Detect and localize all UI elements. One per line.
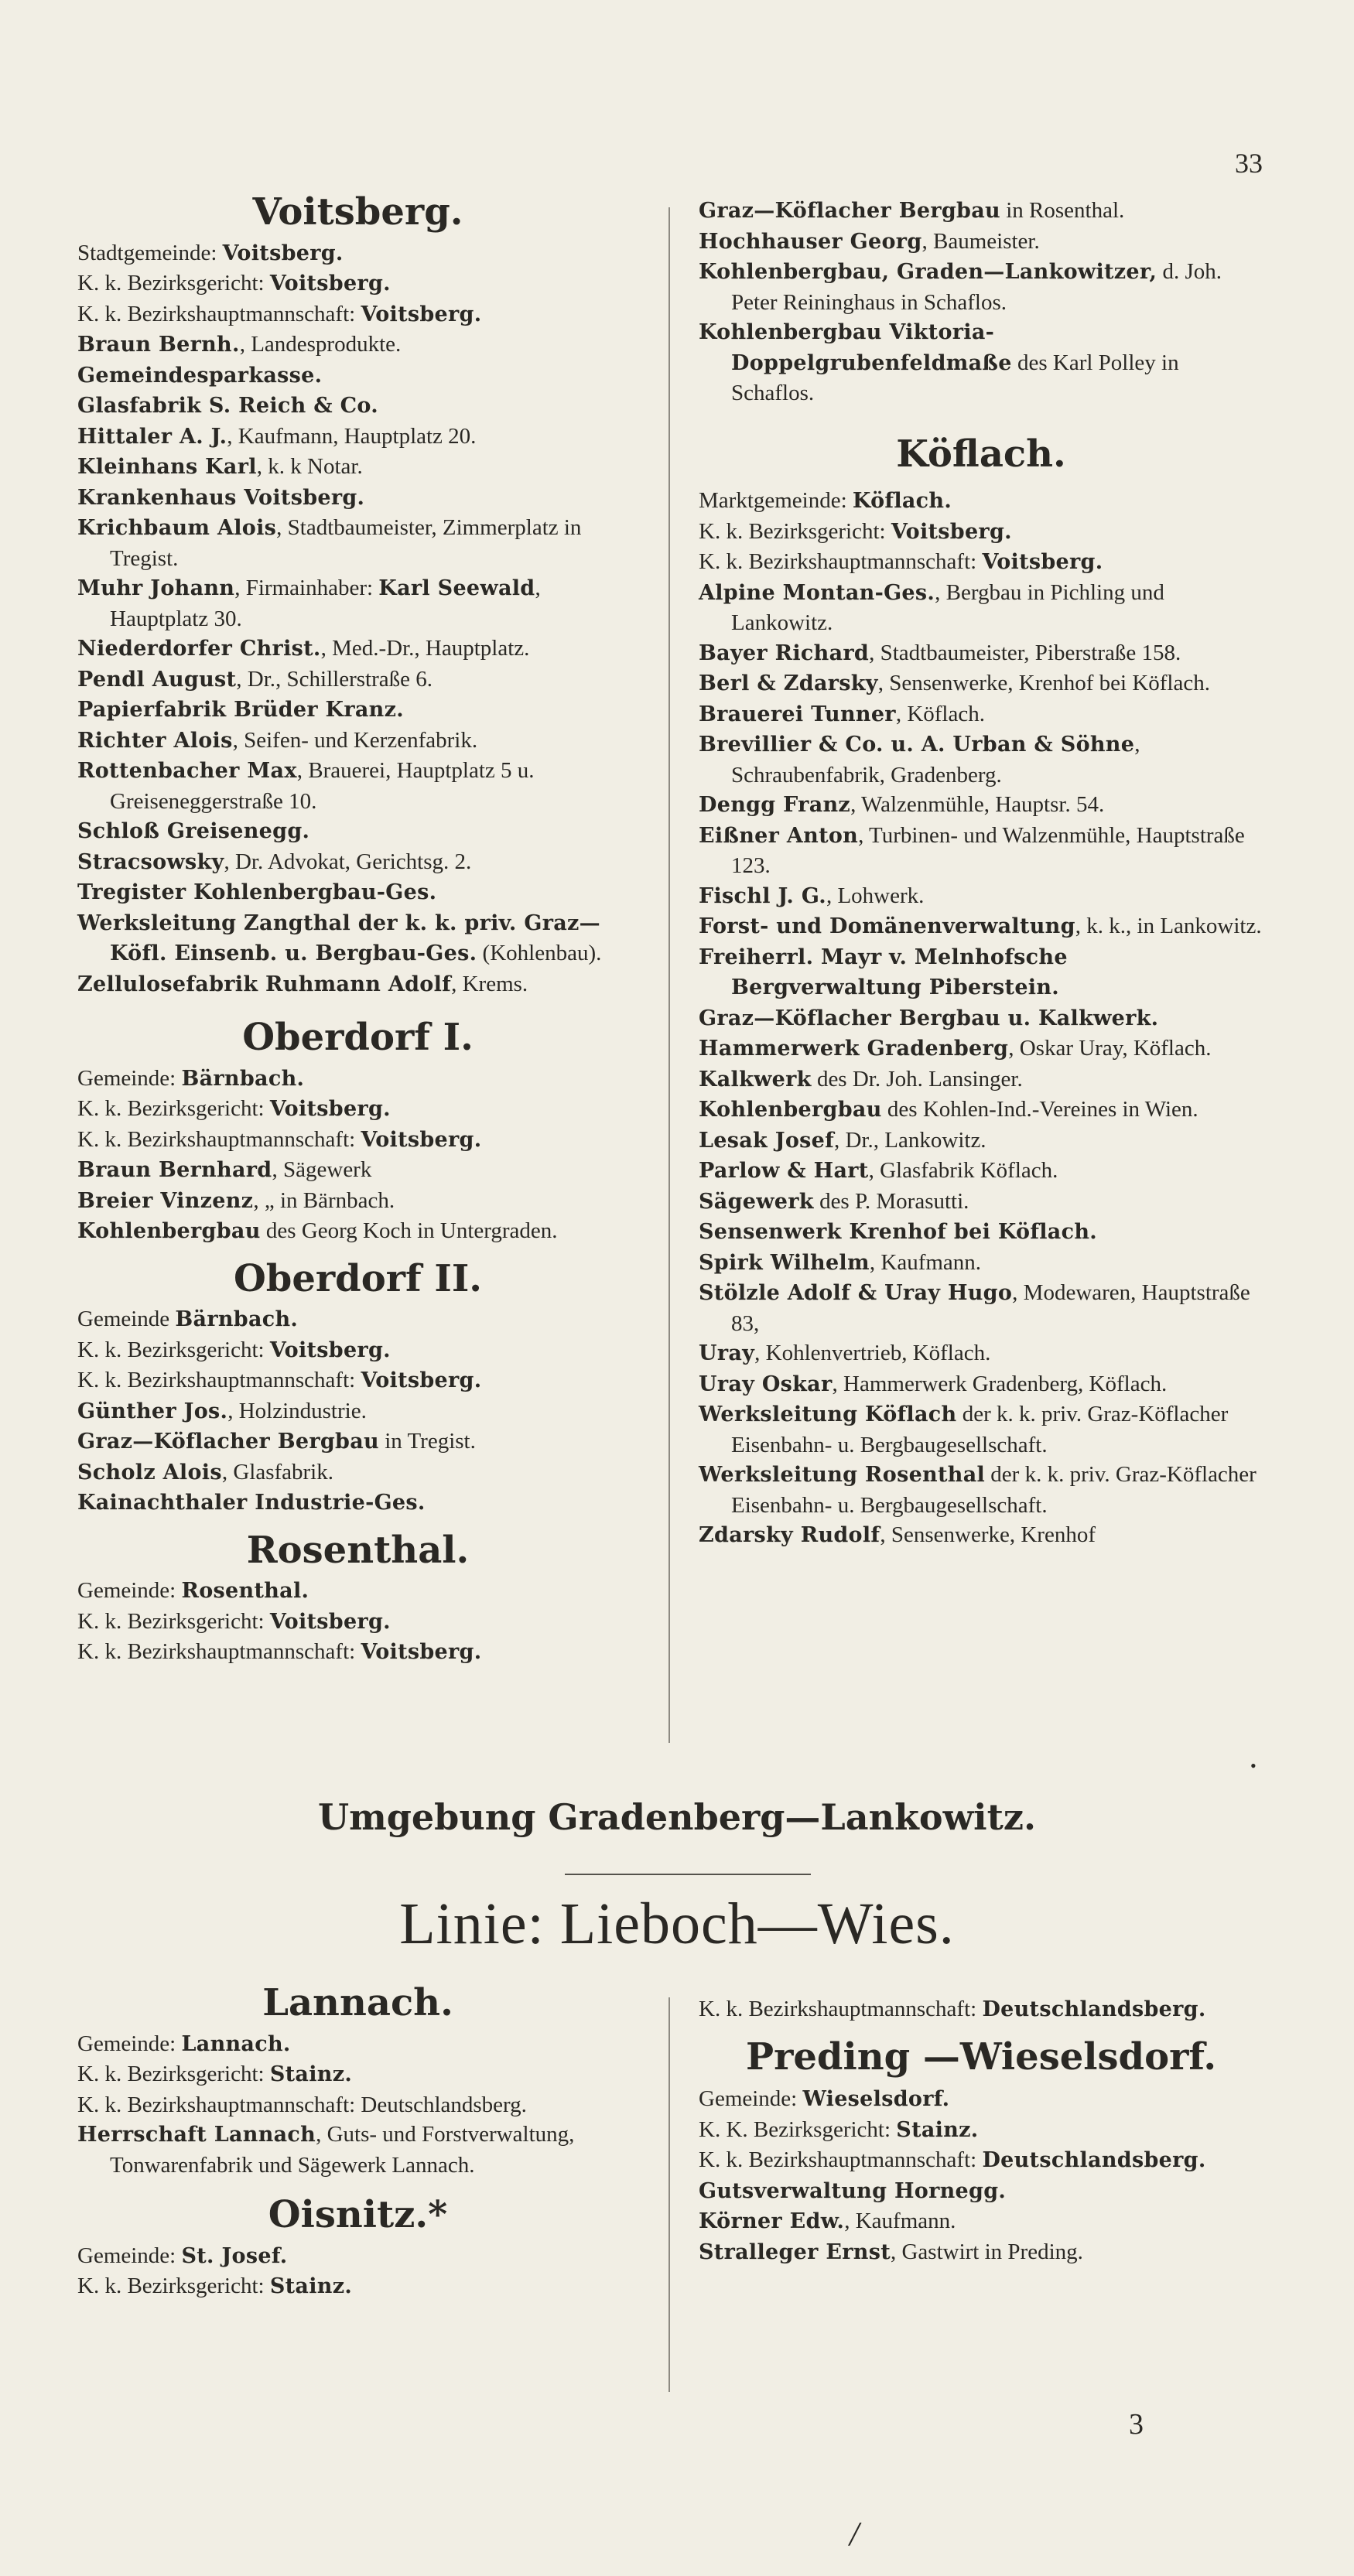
entry-text: des Karl Polley in Schaflos.	[731, 350, 1179, 405]
entry-list	[77, 1576, 638, 1668]
entry-text: , Firmainhaber:	[234, 576, 379, 600]
lower-left-column	[77, 1981, 638, 2302]
entry-text: , Lohwerk.	[826, 883, 925, 908]
entry-text: K. k. Bezirksgericht:	[77, 2274, 270, 2298]
entry-list	[699, 2084, 1263, 2267]
entry-text: des P. Morasutti.	[813, 1188, 969, 1214]
region-heading: Umgebung Gradenberg—Lankowitz.	[317, 1796, 1037, 1838]
directory-entry	[699, 881, 1263, 912]
directory-entry	[699, 2115, 1263, 2146]
entry-text: des Dr. Joh. Lansinger.	[811, 1066, 1023, 1092]
entry-name: Richter Alois	[77, 728, 233, 753]
entry-name: Eißner Anton	[699, 823, 859, 848]
directory-entry	[77, 1457, 638, 1488]
entry-list	[77, 1064, 638, 1247]
directory-entry	[699, 2206, 1263, 2237]
entry-name: Rosenthal.	[181, 1579, 309, 1603]
directory-entry	[77, 513, 638, 573]
entry-text: K. k. Bezirkshauptmannschaft:	[77, 1639, 361, 1664]
directory-entry	[77, 847, 638, 878]
entry-text: , Dr., Lankowitz.	[834, 1127, 986, 1153]
entry-name: Tregister Kohlenbergbau-Ges.	[77, 880, 437, 904]
directory-entry	[77, 1607, 638, 1638]
entry-name: Voitsberg.	[269, 1609, 391, 1634]
entry-text: K. k. Bezirkshauptmannschaft:	[699, 549, 983, 574]
directory-entry	[699, 638, 1263, 669]
entry-name: Bayer Richard	[699, 641, 870, 665]
section-heading-oberdorf-1: Oberdorf I.	[242, 1016, 474, 1059]
entry-name: Deutschlandsberg.	[982, 1997, 1206, 2021]
directory-entry	[699, 517, 1263, 548]
stray-dot: •	[1250, 1756, 1257, 1775]
directory-entry	[77, 634, 638, 664]
directory-entry	[699, 2176, 1263, 2207]
section-heading-rosenthal: Rosenthal.	[246, 1528, 470, 1572]
directory-entry	[699, 227, 1263, 258]
directory-entry	[77, 268, 638, 299]
directory-entry	[699, 1033, 1263, 1064]
entry-name: Forst- und Domänenverwaltung	[699, 914, 1075, 938]
entry-text: , Bergbau in Pichling und Lankowitz.	[731, 579, 1164, 635]
line-heading: Linie: Lieboch—Wies.	[399, 1891, 955, 1956]
entry-name: Rottenbacher Max	[77, 759, 297, 783]
entry-name: Kohlenbergbau, Graden—Lankowitzer,	[699, 260, 1157, 284]
section-heading-oisnitz: Oisnitz.*	[268, 2193, 448, 2236]
entry-text: , Stadtbaumeister, Piberstraße 158.	[869, 640, 1181, 665]
directory-entry	[77, 422, 638, 453]
entry-name: Karl Seewald	[378, 576, 535, 600]
entry-list	[77, 1304, 638, 1519]
directory-entry	[77, 908, 638, 969]
directory-entry	[77, 1216, 638, 1247]
entry-name: Braun Bernh.	[77, 333, 240, 357]
entry-name: Deutschlandsberg.	[982, 2148, 1206, 2172]
entry-name: Kalkwerk	[699, 1067, 812, 1092]
directory-entry	[77, 1304, 638, 1335]
entry-text: , Baumeister.	[921, 228, 1040, 254]
directory-entry	[699, 2237, 1263, 2268]
entry-text: , Dr. Advokat, Gerichtsg. 2.	[224, 849, 472, 874]
entry-text: K. K. Bezirksgericht:	[699, 2116, 897, 2142]
directory-entry	[77, 1396, 638, 1427]
entry-name: Kainachthaler Industrie-Ges.	[77, 1491, 426, 1515]
entry-name: Pendl August	[77, 667, 237, 692]
entry-text: , Köflach.	[895, 701, 985, 726]
entry-name: Sensenwerk Krenhof bei Köflach.	[699, 1220, 1097, 1244]
entry-text: Gemeinde	[77, 1307, 176, 1331]
entry-text: , Stadtbaumeister, Zimmerplatz in Tregist.	[110, 515, 582, 571]
signature-mark: 3	[1129, 2408, 1144, 2441]
entry-name: Hammerwerk Gradenberg	[699, 1037, 1009, 1061]
directory-entry	[699, 317, 1263, 408]
entry-name: Zellulosefabrik Ruhmann Adolf	[77, 972, 452, 996]
directory-entry	[699, 668, 1263, 699]
directory-entry	[77, 1488, 638, 1519]
entry-text: K. k. Bezirkshauptmannschaft:	[699, 2147, 983, 2172]
entry-name: Scholz Alois	[77, 1460, 222, 1484]
entry-name: Papierfabrik Brüder Kranz.	[77, 698, 404, 722]
entry-text: des Kohlen-Ind.-Vereines in Wien.	[881, 1097, 1198, 1122]
directory-entry	[699, 1399, 1263, 1460]
directory-entry	[77, 573, 638, 634]
entry-text: K. k. Bezirksgericht:	[699, 518, 891, 544]
entry-name: Körner Edw.	[699, 2209, 845, 2233]
entry-text: , Glasfabrik Köflach.	[868, 1158, 1058, 1183]
directory-entry	[77, 695, 638, 726]
entry-name: Spirk Wilhelm	[699, 1250, 870, 1275]
directory-entry	[77, 238, 638, 269]
entry-name: Voitsberg.	[269, 272, 391, 296]
directory-entry	[77, 1365, 638, 1396]
entry-name: Stölzle Adolf & Uray Hugo	[699, 1281, 1013, 1305]
entry-text: , Brauerei, Hauptplatz 5 u. Greiseneggerstraße 10.	[110, 758, 535, 814]
directory-entry	[699, 1994, 1263, 2025]
directory-entry	[699, 1064, 1263, 1095]
entry-list	[77, 2029, 638, 2181]
entry-name: Breier Vinzenz	[77, 1188, 254, 1213]
entry-text: , Gastwirt in Preding.	[890, 2239, 1083, 2264]
entry-name: Voitsberg.	[269, 1338, 391, 1362]
entry-text: , Modewaren, Hauptstraße 83,	[731, 1280, 1250, 1336]
entry-text: , Kohlenvertrieb, Köflach.	[754, 1341, 991, 1365]
entry-text: , Walzenmühle, Hauptsr. 54.	[850, 792, 1105, 817]
entry-name: Kohlenbergbau Viktoria-Doppelgrubenfeldmaße	[699, 320, 1012, 375]
directory-entry	[77, 452, 638, 483]
directory-entry	[699, 486, 1263, 517]
directory-entry	[699, 196, 1263, 227]
entry-name: Graz—Köflacher Bergbau u. Kalkwerk.	[699, 1006, 1159, 1030]
entry-name: Brauerei Tunner	[699, 702, 896, 726]
directory-entry	[699, 1460, 1263, 1520]
entry-name: Hochhauser Georg	[699, 229, 922, 254]
directory-entry	[699, 1187, 1263, 1218]
directory-entry	[77, 1426, 638, 1457]
entry-text: K. k. Bezirksgericht:	[77, 2062, 270, 2086]
directory-entry	[77, 2090, 638, 2120]
entry-text: Stadtgemeinde:	[77, 240, 223, 265]
directory-entry	[699, 1217, 1263, 1248]
entry-name: Uray Oskar	[699, 1372, 833, 1396]
directory-entry	[77, 969, 638, 1000]
entry-text: , Krems.	[451, 971, 528, 996]
entry-text: K. k. Bezirksgericht:	[77, 1337, 270, 1362]
entry-name: Graz—Köflacher Bergbau	[77, 1430, 379, 1454]
entry-text: , Sensenwerke, Krenhof	[880, 1522, 1096, 1547]
entry-name: Glasfabrik S. Reich & Co.	[77, 394, 378, 418]
directory-entry	[699, 911, 1263, 942]
entry-list	[699, 486, 1263, 1551]
entry-text: , Dr., Schillerstraße 6.	[236, 666, 433, 692]
entry-text: Gemeinde:	[77, 1065, 182, 1091]
entry-list	[699, 1994, 1263, 2025]
entry-text: K. k. Bezirksgericht:	[77, 271, 270, 296]
directory-entry	[699, 729, 1263, 790]
entry-name: Voitsberg.	[361, 302, 482, 326]
entry-name: Gemeindesparkasse.	[77, 363, 323, 388]
entry-text: , Guts- und Forstverwaltung, Tonwarenfabrik und Sägewerk Lannach.	[110, 2122, 575, 2178]
directory-entry	[77, 726, 638, 757]
directory-entry	[699, 1278, 1263, 1338]
entry-text: , Oskar Uray, Köflach.	[1008, 1036, 1212, 1061]
entry-text: Gemeinde:	[77, 2243, 182, 2268]
directory-entry	[77, 1186, 638, 1217]
entry-name: Voitsberg.	[361, 1368, 482, 1392]
entry-name: Werksleitung Zangthal der k. k. priv. Graz—Köfl. Einsenb. u. Bergbau-Ges.	[77, 910, 600, 965]
directory-entry	[77, 664, 638, 695]
entry-text: Gemeinde:	[699, 2086, 803, 2111]
directory-entry	[77, 2271, 638, 2302]
entry-name: Berl & Zdarsky	[699, 671, 878, 695]
entry-name: St. Josef.	[181, 2243, 288, 2268]
entry-name: Voitsberg.	[361, 1640, 482, 1664]
directory-entry	[699, 1003, 1263, 1034]
entry-name: Krankenhaus Voitsberg.	[77, 485, 365, 510]
column-divider	[668, 1997, 670, 2392]
entry-text: Marktgemeinde:	[699, 488, 853, 513]
entry-name: Kohlenbergbau	[699, 1098, 882, 1122]
entry-name: Stracsowsky	[77, 849, 224, 874]
directory-entry	[699, 578, 1263, 638]
directory-entry	[699, 1520, 1263, 1551]
entry-text: K. k. Bezirkshauptmannschaft:	[77, 1368, 361, 1392]
entry-text: , „ in Bärnbach.	[253, 1187, 395, 1213]
column-divider	[668, 207, 670, 1743]
entry-text: K. k. Bezirkshauptmannschaft:	[77, 1126, 361, 1152]
entry-text: , Kaufmann.	[844, 2209, 956, 2233]
directory-entry	[699, 699, 1263, 730]
entry-name: Stainz.	[269, 2062, 353, 2086]
entry-text: , Glasfabrik.	[221, 1459, 333, 1484]
directory-entry	[699, 942, 1263, 1003]
stray-mark: /	[850, 2515, 860, 2553]
directory-entry	[77, 483, 638, 514]
entry-text: , k. k Notar.	[256, 454, 363, 479]
entry-text: (Kohlenbau).	[477, 941, 602, 965]
entry-name: Lesak Josef	[699, 1128, 835, 1153]
entry-text: , Turbinen- und Walzenmühle, Hauptstraße 123.	[731, 822, 1245, 878]
entry-name: Parlow & Hart	[699, 1159, 869, 1183]
entry-text: , Kaufmann.	[869, 1249, 982, 1275]
entry-text: K. k. Bezirksgericht:	[77, 1608, 270, 1634]
entry-text: in Rosenthal.	[1000, 198, 1125, 223]
entry-name: Lannach.	[181, 2031, 291, 2056]
entry-name: Voitsberg.	[982, 550, 1103, 574]
entry-list	[699, 196, 1263, 408]
directory-entry	[77, 1576, 638, 1607]
entry-name: Gutsverwaltung Hornegg.	[699, 2178, 1007, 2203]
entry-text: , Seifen- und Kerzenfabrik.	[232, 727, 478, 753]
entry-text: Gemeinde:	[77, 1578, 182, 1603]
directory-entry	[77, 816, 638, 847]
entry-name: Schloß Greisenegg.	[77, 819, 310, 843]
entry-name: Kohlenbergbau	[77, 1219, 261, 1243]
entry-name: Köflach.	[852, 489, 952, 513]
entry-text: K. k. Bezirksgericht:	[77, 1096, 270, 1121]
entry-list	[77, 238, 638, 1000]
entry-text: des Georg Koch in Untergraden.	[260, 1218, 558, 1243]
directory-entry	[699, 1248, 1263, 1279]
entry-name: Dengg Franz	[699, 793, 851, 817]
directory-entry	[77, 1155, 638, 1186]
entry-name: Uray	[699, 1341, 755, 1365]
entry-text: K. k. Bezirkshauptmannschaft: Deutschlandsberg.	[77, 2092, 527, 2117]
entry-name: Bärnbach.	[181, 1066, 305, 1091]
entry-name: Voitsberg.	[361, 1127, 482, 1152]
entry-text: in Tregist.	[378, 1429, 476, 1454]
section-heading-preding: Preding —Wieselsdorf.	[745, 2034, 1217, 2079]
entry-name: Krichbaum Alois	[77, 516, 277, 540]
entry-text: , Hammerwerk Gradenberg, Köflach.	[832, 1371, 1168, 1396]
directory-entry	[699, 1126, 1263, 1156]
upper-left-column	[77, 190, 638, 1668]
entry-name: Voitsberg.	[891, 519, 1012, 544]
entry-name: Brevillier & Co. u. A. Urban & Söhne	[699, 733, 1135, 757]
entry-text: , Landesprodukte.	[239, 332, 402, 357]
entry-name: Kleinhans Karl	[77, 455, 257, 479]
entry-name: Wieselsdorf.	[802, 2087, 950, 2111]
entry-name: Werksleitung Rosenthal	[699, 1463, 986, 1487]
directory-entry	[77, 360, 638, 391]
directory-entry	[699, 1156, 1263, 1187]
entry-text: , Schraubenfabrik, Gradenberg.	[731, 732, 1140, 787]
entry-text: der k. k. priv. Graz-Köflacher Eisenbahn- u. Bergbaugesellschaft.	[731, 1462, 1257, 1518]
entry-name: Sägewerk	[699, 1189, 814, 1214]
lower-right-column	[699, 1994, 1263, 2267]
entry-name: Fischl J. G.	[699, 883, 826, 908]
entry-text: , Sensenwerke, Krenhof bei Köflach.	[877, 671, 1210, 695]
entry-name: Graz—Köflacher Bergbau	[699, 199, 1000, 223]
directory-entry	[77, 756, 638, 816]
entry-name: Werksleitung Köflach	[699, 1402, 957, 1426]
entry-text: , Kaufmann, Hauptplatz 20.	[227, 423, 477, 449]
directory-entry	[699, 257, 1263, 317]
directory-entry	[699, 1095, 1263, 1126]
page-number: 33	[1235, 148, 1263, 179]
directory-entry	[77, 2241, 638, 2272]
directory-entry	[77, 877, 638, 908]
entry-text: K. k. Bezirkshauptmannschaft:	[699, 1997, 983, 2021]
entry-text: K. k. Bezirkshauptmannschaft:	[77, 301, 361, 326]
directory-entry	[77, 1335, 638, 1366]
entry-name: Bärnbach.	[175, 1307, 299, 1331]
entry-name: Muhr Johann	[77, 576, 235, 600]
directory-entry	[77, 1064, 638, 1095]
entry-text: , Hauptplatz 30.	[110, 576, 541, 631]
entry-name: Stralleger Ernst	[699, 2239, 891, 2264]
entry-name: Günther Jos.	[77, 1399, 228, 1423]
entry-text: , Med.-Dr., Hauptplatz.	[320, 636, 530, 661]
directory-entry	[77, 330, 638, 360]
directory-entry	[699, 2145, 1263, 2176]
entry-text: d. Joh. Peter Reininghaus in Schaflos.	[731, 259, 1222, 315]
entry-name: Herrschaft Lannach	[77, 2123, 316, 2147]
upper-right-column	[699, 196, 1263, 1551]
directory-entry	[699, 1369, 1263, 1400]
entry-text: der k. k. priv. Graz-Köflacher Eisenbahn- u. Bergbaugesellschaft.	[731, 1402, 1229, 1457]
entry-name: Zdarsky Rudolf	[699, 1523, 880, 1547]
entry-name: Stainz.	[269, 2274, 353, 2298]
directory-entry	[77, 2029, 638, 2060]
section-heading-koeflach: Köflach.	[896, 432, 1066, 476]
entry-text: , k. k., in Lankowitz.	[1075, 914, 1262, 938]
directory-entry	[699, 2084, 1263, 2115]
divider-rule	[565, 1874, 811, 1875]
entry-list	[77, 2241, 638, 2302]
directory-entry	[699, 790, 1263, 821]
directory-entry	[77, 2120, 638, 2180]
entry-name: Hittaler A. J.	[77, 424, 227, 449]
entry-name: Braun Bernhard	[77, 1158, 272, 1182]
entry-name: Niederdorfer Christ.	[77, 637, 321, 661]
entry-text: , Sägewerk	[272, 1157, 372, 1182]
entry-text: , Holzindustrie.	[227, 1398, 367, 1423]
directory-entry	[77, 391, 638, 422]
entry-name: Alpine Montan-Ges.	[699, 580, 935, 605]
directory-entry	[699, 1338, 1263, 1369]
directory-entry	[699, 821, 1263, 881]
directory-entry	[77, 1094, 638, 1125]
directory-entry	[77, 299, 638, 330]
entry-name: Voitsberg.	[222, 241, 344, 265]
entry-name: Stainz.	[896, 2117, 979, 2142]
entry-text: Gemeinde:	[77, 2031, 182, 2056]
entry-name: Voitsberg.	[269, 1097, 391, 1121]
section-heading-lannach: Lannach.	[262, 1981, 453, 2024]
entry-name: Freiherrl. Mayr v. Melnhofsche Bergverwaltung Piberstein.	[699, 945, 1068, 999]
directory-entry	[77, 2059, 638, 2090]
section-heading-oberdorf-2: Oberdorf II.	[233, 1256, 483, 1300]
section-heading-voitsberg: Voitsberg.	[252, 190, 463, 234]
directory-entry	[77, 1637, 638, 1668]
directory-entry	[77, 1125, 638, 1156]
directory-entry	[699, 547, 1263, 578]
